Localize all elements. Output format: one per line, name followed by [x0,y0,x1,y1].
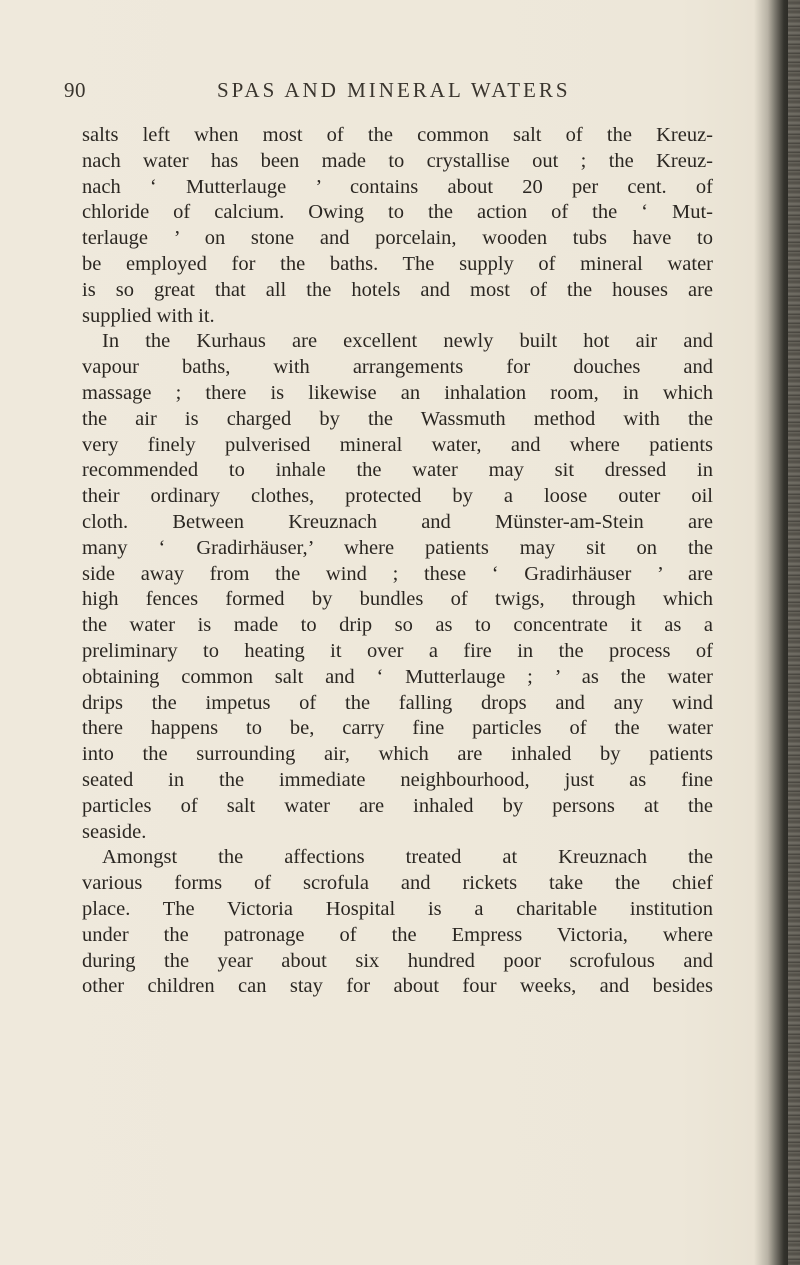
text-line: their ordinary clothes, protected by a loose outer oil [82,485,713,508]
text-line: be employed for the baths. The supply of mineral water [82,252,713,275]
text-line: supplied with it. [82,304,215,327]
text-line: particles of salt water are inhaled by persons at the [82,794,713,817]
text-line: into the surrounding air, which are inhaled by patients [82,743,713,766]
page-edge [788,0,800,1265]
text-line: obtaining common salt and ‘ Mutterlauge ; ’ as the water [82,665,713,688]
text-line: very finely pulverised mineral water, and where patients [82,433,713,456]
text-line: vapour baths, with arrangements for douches and [82,356,713,379]
text-line: massage ; there is likewise an inhalation room, in which [82,381,713,404]
text-line: high fences formed by bundles of twigs, through which [82,588,713,611]
text-line: terlauge ’ on stone and porcelain, wooden tubs have to [82,227,713,250]
running-title: SPAS AND MINERAL WATERS [217,78,571,102]
text-line: preliminary to heating it over a fire in the process of [82,639,713,662]
text-line: seated in the immediate neighbourhood, just as fine [82,768,713,791]
text-line: seaside. [82,820,147,843]
text-line: recommended to inhale the water may sit dressed in [82,459,713,482]
text-line: nach ‘ Mutterlauge ’ contains about 20 per cent. of [82,175,713,198]
text-line: salts left when most of the common salt of the Kreuz- [82,124,713,146]
paragraph-first-line: In the Kurhaus are excellent newly built hot air and [102,330,713,353]
text-line: there happens to be, carry fine particles of the water [82,717,713,740]
text-line: is so great that all the hotels and most of the houses are [82,278,713,301]
running-head [64,78,714,108]
text-line: the water is made to drip so as to concentrate it as a [82,614,713,637]
text-line: side away from the wind ; these ‘ Gradirhäuser ’ are [82,562,713,585]
text-line: cloth. Between Kreuznach and Münster-am-Stein are [82,510,713,533]
page-number: 90 [64,78,86,102]
text-line: many ‘ Gradirhäuser,’ where patients may sit on the [82,536,713,559]
body-text [82,123,713,1000]
text-line: place. The Victoria Hospital is a charitable institution [82,897,713,920]
text-line: drips the impetus of the falling drops and any wind [82,691,713,714]
text-line: the air is charged by the Wassmuth method with the [82,407,713,430]
text-line: nach water has been made to crystallise out ; the Kreuz- [82,149,713,172]
paragraph-first-line: Amongst the affections treated at Kreuznach the [102,846,713,869]
text-line: chloride of calcium. Owing to the action of the ‘ Mut- [82,201,713,224]
text-line: various forms of scrofula and rickets take the chief [82,872,713,895]
text-line: under the patronage of the Empress Victoria, where [82,923,713,946]
text-line: other children can stay for about four weeks, and besides [82,975,713,998]
text-line: during the year about six hundred poor scrofulous and [82,949,713,972]
